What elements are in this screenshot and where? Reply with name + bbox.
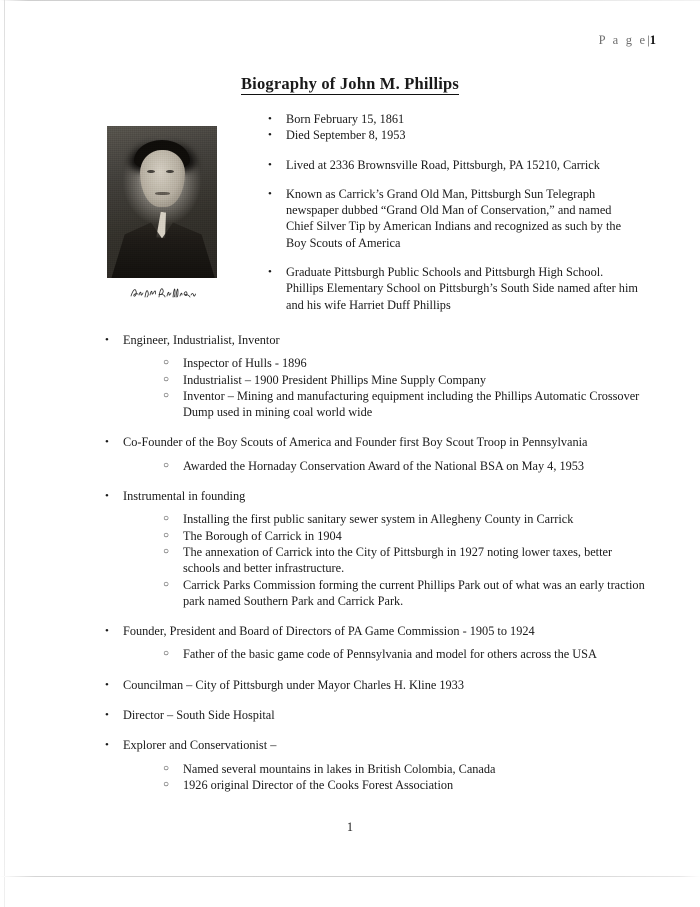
portrait-figure (107, 126, 217, 306)
list-item (268, 157, 638, 173)
sub-list-item-text: Awarded the Hornaday Conservation Award of the National BSA on May 4, 1953 (183, 458, 585, 473)
bullet-marker: • (105, 739, 109, 752)
sub-list-item-text: Installing the first public sanitary sewer system in Allegheny County in Carrick (183, 512, 574, 527)
list-item (268, 264, 638, 313)
sub-list-item (163, 646, 650, 662)
sub-list-item-text: Named several mountains in lakes in British Colombia, Canada (183, 761, 496, 776)
bullet-marker: • (105, 436, 109, 449)
list-item (105, 434, 650, 474)
bullet-marker: • (268, 187, 272, 200)
list-item-text: Graduate Pittsburgh Public Schools and Pittsburgh High School. Phillips Elementary School on Pittsburgh’s South Side named after him and his wife Harriet Duff Phillips (286, 265, 638, 312)
page-title (0, 74, 700, 94)
list-item-text: Co-Founder of the Boy Scouts of America and Founder first Boy Scout Troop in Pennsylvania (123, 435, 588, 450)
sub-list-item (163, 528, 650, 544)
circle-marker: ○ (163, 648, 170, 660)
bullet-marker: • (105, 334, 109, 346)
scan-edge-top (0, 0, 700, 1)
bullet-marker: • (268, 129, 272, 142)
sub-list-item (163, 458, 650, 474)
bullet-marker: • (268, 113, 272, 125)
sub-list-item-text: Inspector of Hulls - 1896 (183, 356, 307, 371)
list-item-text: Known as Carrick’s Grand Old Man, Pittsburgh Sun Telegraph newspaper dubbed “Grand Old Man of Conservation,” and named Chief Silver Tip by American Indians and recognized as such by the Boy Scouts of America (286, 186, 622, 250)
sub-list-item (163, 355, 650, 371)
sub-list-item (163, 388, 650, 421)
sub-list (123, 511, 650, 609)
body-bullet-list (105, 332, 650, 793)
page-header-separator: | (647, 33, 650, 47)
page-header-number: 1 (649, 33, 656, 47)
list-item-text: Lived at 2336 Brownsville Road, Pittsburgh, PA 15210, Carrick (286, 157, 600, 172)
page-header-label: P a g e (598, 33, 648, 47)
circle-marker: ○ (163, 778, 170, 790)
sub-list-item-text: Father of the basic game code of Pennsylvania and model for others across the USA (183, 647, 597, 662)
sub-list-item (163, 577, 650, 610)
bullet-marker: • (268, 266, 272, 279)
bullet-marker: • (268, 158, 272, 171)
list-item (105, 677, 650, 693)
list-item-text: Explorer and Conservationist – (123, 738, 277, 753)
circle-marker: ○ (163, 357, 170, 369)
list-item (268, 111, 638, 127)
list-item-text: Born February 15, 1861 (286, 112, 405, 126)
sub-list-item (163, 544, 650, 577)
bullet-marker: • (105, 625, 109, 638)
circle-marker: ○ (163, 545, 170, 557)
scan-edge-left (4, 0, 5, 907)
intro-bullet-list (268, 111, 638, 326)
circle-marker: ○ (163, 762, 170, 774)
sub-list-item-text: Carrick Parks Commission forming the current Phillips Park out of what was an early traction park named Southern Park and Carrick Park. (183, 577, 645, 608)
sub-list-item (163, 372, 650, 388)
scan-edge-bottom (0, 876, 700, 877)
circle-marker: ○ (163, 513, 170, 525)
circle-marker: ○ (163, 389, 170, 401)
portrait-photo (107, 126, 217, 278)
list-item (268, 186, 638, 251)
sub-list-item (163, 777, 650, 793)
list-item (105, 623, 650, 663)
bullet-marker: • (105, 709, 109, 722)
bullet-marker: • (105, 678, 109, 691)
circle-marker: ○ (163, 459, 170, 471)
list-item (105, 332, 650, 420)
circle-marker: ○ (163, 529, 170, 541)
signature-image (129, 285, 197, 301)
sub-list-item-text: Industrialist – 1900 President Phillips Mine Supply Company (183, 372, 486, 387)
sub-list-item-text: Inventor – Mining and manufacturing equipment including the Phillips Automatic Crossover Dump used in mining coal world wide (183, 388, 640, 420)
page-title-text: Biography of John M. Phillips (240, 74, 460, 93)
sub-list-item (163, 761, 650, 777)
sub-list-item-text: The Borough of Carrick in 1904 (183, 528, 342, 543)
list-item (268, 127, 638, 143)
footer-page-number: 1 (346, 820, 354, 834)
circle-marker: ○ (163, 373, 170, 385)
list-item-text: Councilman – City of Pittsburgh under Mayor Charles H. Kline 1933 (123, 677, 464, 692)
list-item (105, 737, 650, 793)
sub-list (123, 646, 650, 662)
list-item-text: Director – South Side Hospital (123, 708, 275, 723)
list-item-text: Instrumental in founding (123, 489, 246, 504)
list-item (105, 488, 650, 609)
list-item-text: Founder, President and Board of Directors of PA Game Commission - 1905 to 1924 (123, 624, 535, 639)
list-item (105, 707, 650, 723)
sub-list (123, 355, 650, 420)
list-item-text: Died September 8, 1953 (286, 128, 406, 143)
page-header (599, 33, 656, 48)
sub-list-item-text: The annexation of Carrick into the City of Pittsburgh in 1927 noting lower taxes, better schools and better infrastructure. (183, 544, 613, 576)
bullet-marker: • (105, 490, 109, 503)
sub-list (123, 458, 650, 474)
sub-list-item (163, 511, 650, 527)
portrait-grain-overlay (107, 126, 217, 278)
list-item-text: Engineer, Industrialist, Inventor (123, 333, 280, 347)
sub-list (123, 761, 650, 794)
circle-marker: ○ (163, 578, 170, 590)
sub-list-item-text: 1926 original Director of the Cooks Forest Association (183, 777, 454, 792)
